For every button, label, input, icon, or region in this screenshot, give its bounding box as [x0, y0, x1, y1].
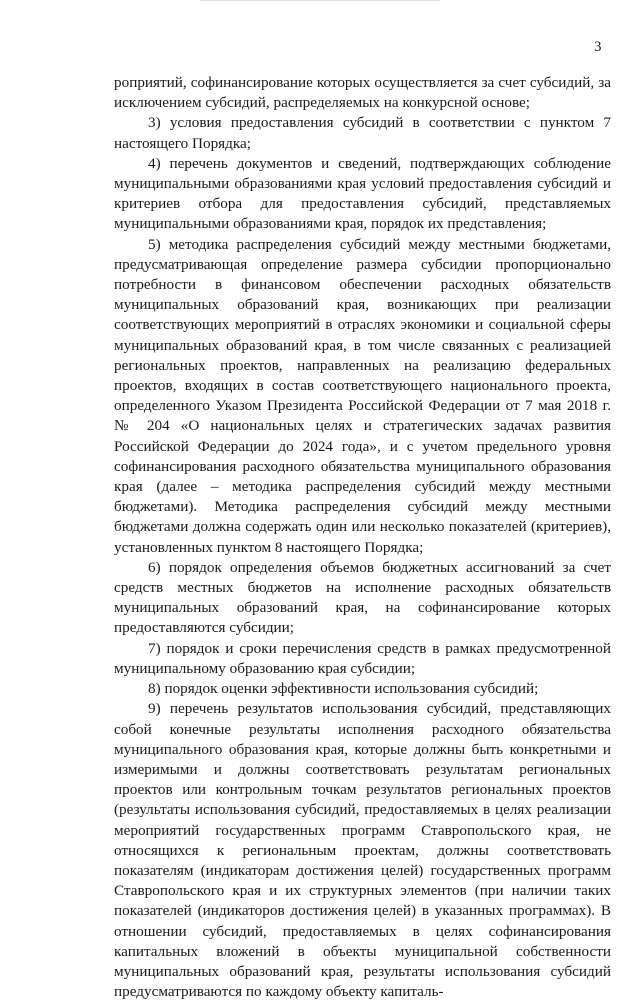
paragraph-item-7: 7) порядок и сроки перечисления средств в рамках предусмотренной муниципальному образованию края субсидии;	[114, 639, 611, 677]
paragraph-item-8: 8) порядок оценки эффективности использования субсидий;	[148, 680, 539, 698]
document-body	[114, 73, 611, 1002]
paragraph-item-5: 5) методика распределения субсидий между местными бюджетами, предусматривающая определение размера субсидии пропорционально потребности в финансовом обеспечении расходных обязательств муниципальных образований края, возникающих при реализации соответствующих мероприятий в отраслях экономики и социальной сферы муниципальных образований края, в том числе связанных с реализацией региональных проектов, направленных на реализацию федеральных проектов, входящих в состав соответствующего национального проекта, определенного Указом Президента Российской Федерации от 7 мая 2018 г. № 204 «О национальных целях и стратегических задачах развития Российской Федерации до 2024 года», и с учетом предельного уровня софинансирования расходного обязательства муниципального образования края (далее – методика распределения субсидий между местными бюджетами). Методика распределения субсидий между местными бюджетами должна содержать один или несколько показателей (критериев), установленных пунктом 8 настоящего Порядка;	[114, 235, 611, 556]
paragraph-item-6: 6) порядок определения объемов бюджетных ассигнований за счет средств местных бюджетов на исполнение расходных обязательств муниципальных образований края, на софинансирование которых предоставляются субсидии;	[114, 558, 611, 637]
paragraph-continuation: роприятий, софинансирование которых осуществляется за счет субсидий, за исключением субсидий, распределяемых на конкурсной основе;	[114, 74, 611, 112]
paragraph-item-9: 9) перечень результатов использования субсидий, представляющих собой конечные результаты исполнения расходного обязательства муниципального образования края, которые должны быть конкретными и измеримыми и должны соответствовать результатам региональных проектов или контрольным точкам результатов региональных проектов (результаты использования субсидий, предоставляемых в целях реализации мероприятий государственных программ Ставропольского края, не относящихся к региональным проектам, должны соответствовать показателям (индикаторам достижения целей) государственных программ Ставропольского края и их структурных элементов (при наличии таких показателей (индикаторов достижения целей) в указанных программах). В отношении субсидий, предоставляемых в целях софинансирования капитальных вложений в объекты муниципальной собственности муниципальных образований края, результаты использования субсидий предусматриваются по каждому объекту капиталь-	[114, 700, 611, 1001]
scan-artifact	[200, 0, 440, 4]
paragraph-item-3: 3) условия предоставления субсидий в соответствии с пунктом 7 настоящего Порядка;	[114, 114, 611, 152]
page-number: 3	[594, 39, 602, 55]
paragraph-item-4: 4) перечень документов и сведений, подтверждающих соблюдение муниципальными образованиями края условий предоставления субсидий и критериев отбора для предоставления субсидий, представляемых муниципальными образованиями края, порядок их представления;	[114, 154, 611, 233]
